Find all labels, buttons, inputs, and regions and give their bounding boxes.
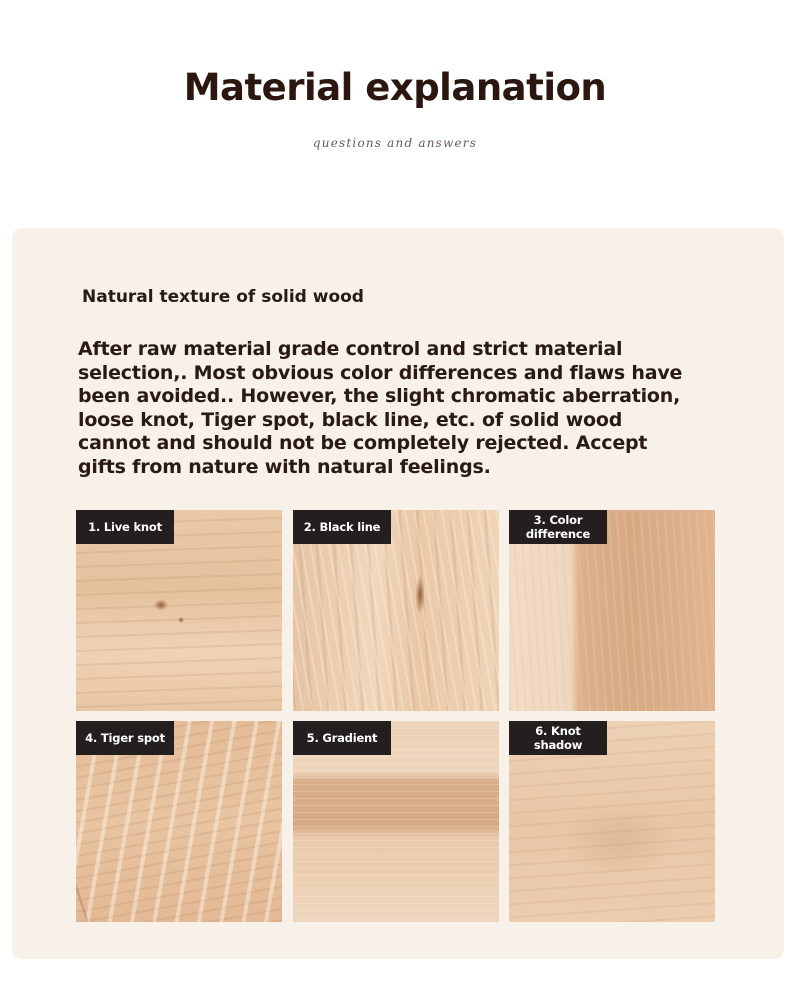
- wood-sample-knot-shadow: [509, 721, 715, 922]
- sample-label: 6. Knot shadow: [509, 721, 607, 755]
- sample-label: 5. Gradient: [293, 721, 391, 755]
- wood-sample-black-line: [293, 510, 499, 711]
- page-title: Material explanation: [183, 66, 607, 109]
- wood-sample-gradient: [293, 721, 499, 922]
- wood-sample-live-knot: [76, 510, 282, 711]
- page-subtitle: questions and answers: [312, 136, 478, 150]
- sample-label: 2. Black line: [293, 510, 391, 544]
- wood-sample-tiger-spot: [76, 721, 282, 922]
- sample-label: 3. Color difference: [509, 510, 607, 544]
- sample-label: 4. Tiger spot: [76, 721, 174, 755]
- section-body: After raw material grade control and strict material selection,. Most obvious color differences and flaws have been avoided.. However, the slight chromatic aberration, loose knot, Tiger spot, black line, etc. of solid wood cannot and should not be completely rejected. Accept gifts from nature with natural feelings.: [78, 338, 683, 478]
- wood-sample-color-difference: [509, 510, 715, 711]
- section-heading: Natural texture of solid wood: [82, 287, 364, 307]
- sample-label: 1. Live knot: [76, 510, 174, 544]
